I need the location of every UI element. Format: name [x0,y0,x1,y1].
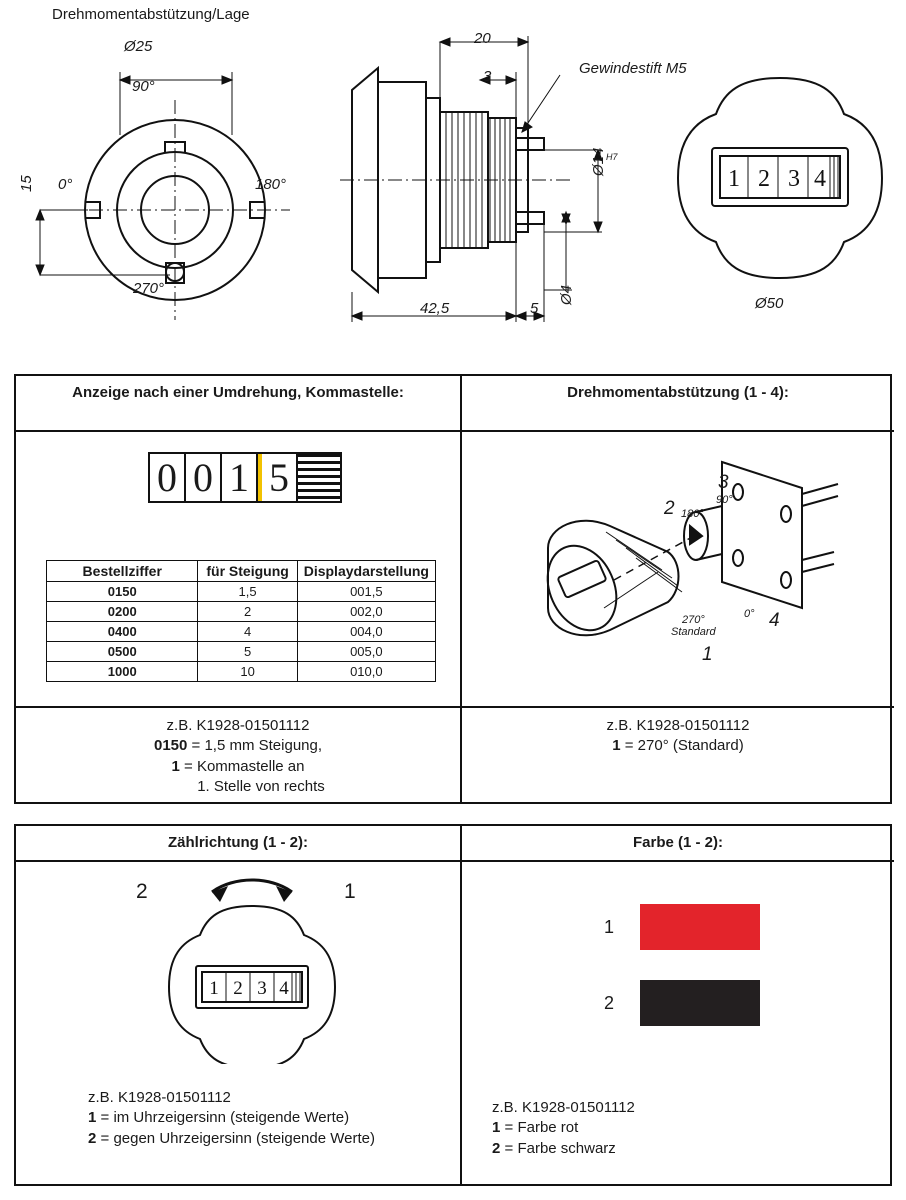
note-line-1: z.B. K1928-01501112 [166,717,310,734]
col-bestellziffer: Bestellziffer [47,561,198,582]
note-line-2 [26,736,450,756]
dim-3: 3 [483,68,492,85]
cell-bestellziffer: 0400 [47,622,198,642]
note-line-3 [26,757,450,777]
dim-42-5: 42,5 [420,300,450,317]
torque-label-standard-deg: 270° [682,614,705,626]
note-text: = 1,5 mm Steigung, [187,737,323,755]
cell-steigung: 10 [198,662,297,682]
knob-digit-4: 4 [814,166,826,192]
counter-digit-3: 1 [222,454,258,501]
note-line-1: z.B. K1928-01501112 [492,1099,635,1116]
direction-label-2: 2 [136,880,148,903]
counter-display-graphic [148,452,342,503]
counter-digit-2: 0 [186,454,222,501]
counter-digit-1: 0 [150,454,186,501]
dim-180deg: 180° [255,176,287,193]
dir-digit-1: 1 [209,978,219,999]
torque-label-2: 2 [664,498,675,519]
cell-bestellziffer: 0200 [47,602,198,622]
color-option-1 [604,904,760,950]
panel-color-heading: Farbe (1 - 2): [462,826,894,862]
panel-display-note-divider [16,706,460,708]
color-swatch-red [640,904,760,950]
panel-row-1 [14,374,892,804]
torque-label-3: 3 [718,472,729,493]
note-text: = gegen Uhrzeigersinn (steigende Werte) [96,1129,375,1147]
cell-display: 001,5 [297,582,435,602]
counter-stripes [298,454,340,501]
panel-row-1-divider [460,376,462,802]
knob-digit-1: 1 [728,166,740,192]
panel-torque-note [466,716,890,757]
panel-torque-heading: Drehmomentabstützung (1 - 4): [462,376,894,432]
table-row [47,662,436,682]
cell-display: 002,0 [297,602,435,622]
dim-90deg: 90° [132,78,155,95]
table-row [47,642,436,662]
torque-label-1: 1 [702,644,713,665]
note-code: 1 [612,737,621,755]
note-line-1: z.B. K1928-01501112 [88,1089,231,1106]
note-line-1: z.B. K1928-01501112 [606,717,750,734]
dir-digit-2: 2 [233,978,243,999]
note-line-2 [492,1118,892,1138]
dim-d25: Ø25 [124,38,153,55]
note-text: = Farbe rot [500,1119,579,1137]
cell-bestellziffer: 0150 [47,582,198,602]
bestellziffer-table-wrap [46,560,436,682]
torque-label-3-deg: 90° [716,494,733,506]
table-row [47,582,436,602]
note-text: = 270° (Standard) [620,737,744,755]
label-setscrew: Gewindestift M5 [579,60,687,77]
note-line-4: 1. Stelle von rechts [197,777,325,795]
note-code: 1 [171,757,180,775]
note-text: = im Uhrzeigersinn (steigende Werte) [96,1109,350,1127]
dir-digit-3: 3 [257,978,267,999]
cell-steigung: 1,5 [198,582,297,602]
dim-270deg: 270° [133,280,165,297]
knob-front-view [660,70,900,300]
knob-digit-3: 3 [788,166,800,192]
cell-bestellziffer: 1000 [47,662,198,682]
col-steigung: für Steigung [198,561,297,582]
note-code: 2 [88,1129,97,1147]
table-row [47,622,436,642]
color-swatch-black [640,980,760,1026]
cell-display: 005,0 [297,642,435,662]
count-direction-drawing [134,874,370,1064]
panel-direction-heading: Zählrichtung (1 - 2): [16,826,460,862]
dim-d50: Ø50 [755,295,784,312]
col-displaydarstellung: Displaydarstellung [297,561,435,582]
dim-20: 20 [474,30,491,47]
note-line-2 [466,736,890,756]
dim-d14: Ø14 [590,147,607,176]
panel-torque-note-divider [462,706,894,708]
panel-color-note [492,1098,892,1159]
cell-display: 010,0 [297,662,435,682]
note-line-2 [88,1108,458,1128]
color-option-2 [604,980,760,1026]
torque-label-standard: Standard [671,626,716,638]
color-option-2-index: 2 [604,992,615,1013]
panel-row-2-divider [460,826,462,1184]
cell-display: 004,0 [297,622,435,642]
torque-label-4: 4 [769,610,780,631]
cell-steigung: 2 [198,602,297,622]
dim-5: 5 [530,300,539,317]
panel-direction-note [88,1088,458,1149]
note-text: = Kommastelle an [179,757,305,775]
panel-display-note [26,716,450,797]
dir-digit-4: 4 [279,978,289,999]
dim-0deg: 0° [58,176,73,193]
page-title: Drehmomentabstützung/Lage [52,6,250,23]
note-line-3 [88,1129,458,1149]
torque-label-2-deg: 180° [681,508,704,520]
note-code: 0150 [153,737,188,755]
table-header-row [47,561,436,582]
torque-label-4-deg: 0° [744,608,755,620]
cell-steigung: 4 [198,622,297,642]
color-option-1-index: 1 [604,916,615,937]
dim-15: 15 [18,175,35,192]
torque-support-drawing [486,440,886,690]
table-row [47,602,436,622]
note-code: 1 [88,1109,97,1127]
dim-d4: Ø4 [558,284,575,305]
note-code: 1 [492,1119,501,1137]
panel-row-2 [14,824,892,1186]
dim-d14-tolerance: H7 [606,152,618,162]
cell-steigung: 5 [198,642,297,662]
bestellziffer-table [46,560,436,682]
note-code: 2 [492,1139,501,1157]
knob-digit-2: 2 [758,166,770,192]
panel-display-heading: Anzeige nach einer Umdrehung, Kommastelle: [16,376,460,432]
counter-digit-4: 5 [262,454,298,501]
direction-label-1: 1 [344,880,356,903]
note-text: = Farbe schwarz [500,1139,616,1157]
note-line-3 [492,1139,892,1159]
cell-bestellziffer: 0500 [47,642,198,662]
